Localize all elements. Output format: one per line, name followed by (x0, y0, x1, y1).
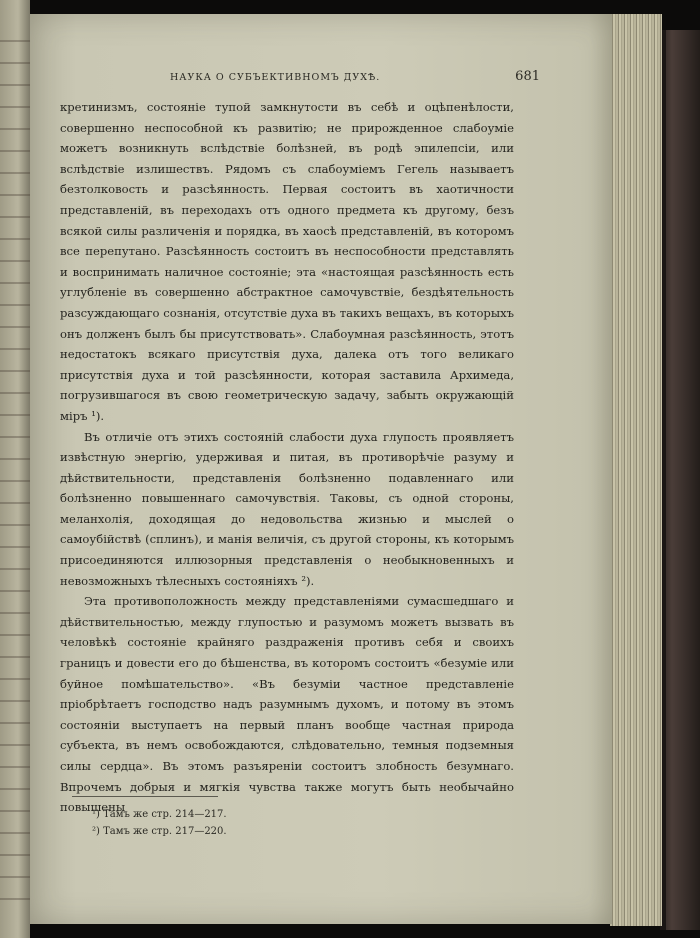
paragraph: кретинизмъ, состояніе тупой замкнутости въ себѣ и оцѣпенѣлости, совершенно неспособной къ развитію; не прирожденное слабоуміе можетъ возникнуть вслѣдствіе болѣзней, въ родѣ эпилепсіи, или вслѣдствіе излишествъ. Рядомъ съ слабоуміемъ Гегель называетъ безтолковость и разсѣянность. Первая состоитъ въ хаотичности представленій, въ переходахъ отъ одного предмета къ другому, безъ всякой силы различенія и порядка, въ хаосѣ представленій, въ которомъ все перепутано. Разсѣянность состоитъ въ неспособности представлять и воспринимать наличное состояніе; эта «настоящая разсѣянность есть углубленіе въ совершенно абстрактное самочувствіе, бездѣятельность разсуждающаго сознанія, отсутствіе духа въ такихъ вещахъ, въ которыхъ онъ долженъ былъ бы присутствовать». Слабоумная разсѣянность, этотъ недостатокъ всякаго присутствія духа, далека отъ того великаго присутствія духа и той разсѣянности, которая заставила Архимеда, погрузившагося въ свою геометрическую задачу, забыть окружающій міръ ¹). (60, 100, 514, 423)
page-block-edges (610, 14, 662, 926)
footnotes (92, 806, 392, 840)
page-body (60, 97, 514, 818)
page-number: 681 (515, 69, 540, 84)
book-cover (660, 30, 700, 930)
paragraph: Эта противоположность между представленіями сумасшедшаго и дѣйствительностью, между глупостью и разумомъ можетъ вызвать въ человѣкѣ состояніе крайняго раздраженія противъ себя и своихъ границъ и довести его до бѣшенства, въ которомъ состоитъ «безуміе или буйное помѣшательство». «Въ безуміи частное представленіе пріобрѣтаетъ господство надъ разумнымъ духомъ, и потому въ этомъ состояніи выступаетъ на первый планъ вообще частная природа субъекта, въ немъ освобождаются, слѣдовательно, темныя подземныя силы сердца». Въ этомъ разъяреніи состоитъ злобность безумнаго. Впрочемъ добрыя и мягкія чувства также могутъ быть необычайно повышены (60, 594, 514, 815)
footnote: ²) Тамъ же стр. 217—220. (92, 826, 227, 837)
facing-page-text-shadow (0, 40, 30, 920)
paragraph: Въ отличіе отъ этихъ состояній слабости духа глупость проявляетъ извѣстную энергію, удерживая и питая, въ противорѣчіе разуму и дѣйствительности, представленія болѣзненно подавленнаго или болѣзненно повышеннаго самочувствія. Таковы, съ одной стороны, меланхолія, доходящая до недовольства жизнью и мыслей о самоубійствѣ (сплинъ), и манія величія, съ другой стороны, къ которымъ присоединяются иллюзорныя представленія о необыкновенныхъ и невозможныхъ тѣлесныхъ состояніяхъ ²). (60, 429, 514, 588)
footnote-divider (72, 796, 218, 797)
footnote: ¹) Тамъ же стр. 214—217. (92, 809, 227, 820)
running-title: НАУКА О СУБЪЕКТИВНОМЪ ДУХѢ. (170, 72, 381, 83)
running-header (60, 69, 540, 90)
